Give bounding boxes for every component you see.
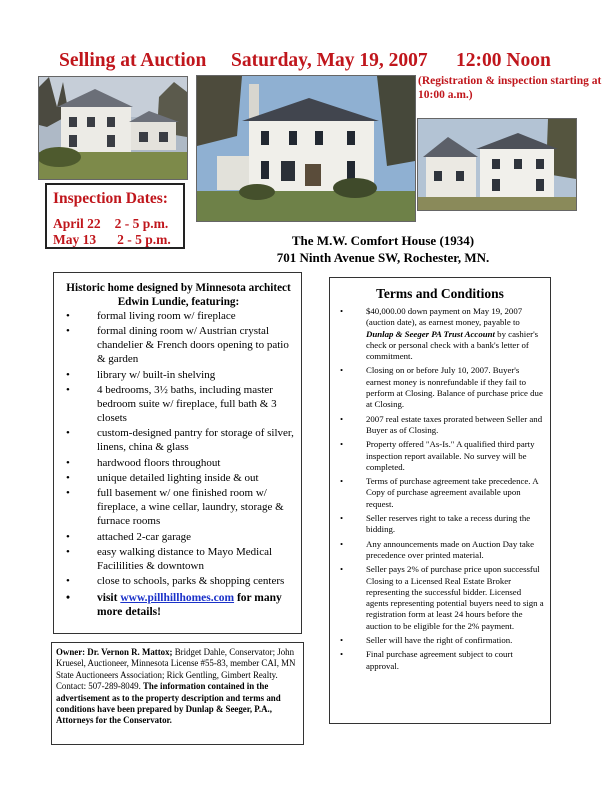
bullet: • xyxy=(66,456,70,469)
bullet: • xyxy=(340,538,344,549)
bullet: • xyxy=(340,649,344,660)
owner-contact-box xyxy=(51,642,304,745)
term-text: by cashier's check or personal check with a bank's letter of commitment. xyxy=(366,328,539,362)
bullet: • xyxy=(66,427,70,440)
term-text: Seller reserves right to take a recess during the bidding. xyxy=(366,513,531,535)
feature-item xyxy=(62,427,295,455)
term-item xyxy=(336,306,544,362)
term-item xyxy=(336,539,544,562)
house-title xyxy=(228,232,538,266)
feature-item xyxy=(62,487,295,529)
visit-prefix: visit xyxy=(97,591,118,604)
feature-item xyxy=(62,472,295,486)
feature-text: library w/ built-in shelving xyxy=(97,368,216,381)
bullet: • xyxy=(66,310,70,322)
feature-text: unique detailed lighting inside & out xyxy=(97,471,259,484)
feature-item xyxy=(62,384,295,426)
terms-list xyxy=(336,306,544,672)
bullet: • xyxy=(340,365,344,376)
term-item xyxy=(336,476,544,510)
feature-item xyxy=(62,457,295,471)
bullet: • xyxy=(340,413,344,424)
term-item xyxy=(336,414,544,437)
disclaimer: The information contained in the advertisement as to the property description and terms and conditions have been prepared by Dunlap & Seeger, P.A., Attorneys for the Conservator. xyxy=(56,681,281,726)
feature-text: attached 2-car garage xyxy=(97,530,192,543)
bullet: • xyxy=(340,564,344,575)
inspection-day: April 22 xyxy=(53,216,101,231)
feature-item xyxy=(62,310,295,324)
bullet: • xyxy=(66,384,70,397)
headline-date: Saturday, May 19, 2007 xyxy=(231,50,428,71)
term-item xyxy=(336,513,544,536)
bullet: • xyxy=(66,487,70,500)
bullet: • xyxy=(66,471,70,484)
bullet: • xyxy=(66,575,70,588)
term-text: Terms of purchase agreement take precedence. A Copy of purchase agreement available upon request. xyxy=(366,476,539,509)
terms-box xyxy=(329,277,551,724)
visit-item xyxy=(62,591,295,620)
bullet: • xyxy=(340,439,344,450)
house-name: The M.W. Comfort House (1934) xyxy=(291,233,475,248)
bullet: • xyxy=(66,325,70,338)
inspection-time: 2 - 5 p.m. xyxy=(114,216,169,231)
inspection-date-row xyxy=(53,216,177,232)
bullet: • xyxy=(340,476,344,487)
feature-text: easy walking distance to Mayo Medical Facililities & downtown xyxy=(97,546,273,572)
term-text: $40,000.00 down payment on May 19, 2007 (auction date), as earnest money, payable to xyxy=(366,306,523,328)
terms-title: Terms and Conditions xyxy=(376,286,504,301)
term-text: Seller will have the right of confirmation. xyxy=(366,635,513,646)
inspection-date-row xyxy=(53,232,177,248)
term-text: Closing on or before July 10, 2007. Buyer's earnest money is nonrefundable if they fail to perform at Closing. Balance of purchase price due at Closing. xyxy=(366,365,543,410)
feature-text: custom-designed pantry for storage of silver, linens, china & glass xyxy=(97,427,294,454)
term-text: Seller pays 2% of purchase price upon successful Closing to a Licensed Real Estate Broker representing the successful bidder. Licensed agents representing potential buyers need to sign a registration form at least 24 hours before the auction to be eligible for the 2% payment. xyxy=(366,564,544,631)
term-item xyxy=(336,564,544,632)
bullet: • xyxy=(66,530,70,543)
features-intro: Historic home designed by Minnesota architect Edwin Lundie, featuring: xyxy=(66,282,291,308)
house-address: 701 Ninth Avenue SW, Rochester, MN. xyxy=(276,250,490,265)
feature-item xyxy=(62,325,295,367)
headline-selling: Selling at Auction xyxy=(59,50,207,71)
bullet: • xyxy=(340,306,344,316)
feature-text: formal dining room w/ Austrian crystal chandelier & French doors opening to patio & garden xyxy=(97,325,289,366)
house-photo-left xyxy=(38,76,188,180)
house-photo-right xyxy=(417,118,577,211)
owner-name: Owner: Dr. Vernon R. Mattox; xyxy=(56,647,173,657)
term-text: Any announcements made on Auction Day take precedence over printed material. xyxy=(366,538,535,560)
website-link[interactable]: www.pillhillhomes.com xyxy=(120,591,235,604)
feature-item xyxy=(62,575,295,589)
feature-text: close to schools, parks & shopping centers xyxy=(97,575,285,588)
trust-account-name: Dunlap & Seeger PA Trust Account xyxy=(366,328,495,339)
inspection-title: Inspection Dates: xyxy=(53,190,168,207)
feature-text: full basement w/ one finished room w/ fireplace, a wine cellar, laundry, storage & furnace rooms xyxy=(97,487,284,528)
term-item xyxy=(336,649,544,672)
owner-details: Bridget Dahle, Conservator; John Kruesel, Auctioneer, Minnesota License #55-83, member CAI, MN State Auctioneers Association; Rick Gentling, Gimbert Realty. Contact: 507-289-8049. xyxy=(56,647,296,692)
term-text: Property offered "As-Is." A qualified third party inspection report available. No survey will be completed. xyxy=(366,439,535,472)
bullet: • xyxy=(340,513,344,524)
inspection-time: 2 - 5 p.m. xyxy=(117,232,171,247)
headline-time: 12:00 Noon xyxy=(456,50,551,71)
bullet: • xyxy=(340,635,344,646)
auction-headline xyxy=(0,50,612,76)
term-item xyxy=(336,635,544,646)
features-list xyxy=(62,310,295,620)
registration-note: (Registration & inspection starting at 10:00 a.m.) xyxy=(418,75,602,101)
bullet: • xyxy=(66,591,71,604)
feature-item xyxy=(62,369,295,383)
feature-text: 4 bedrooms, 3½ baths, including master bedroom suite w/ fireplace, full bath & 3 closets xyxy=(97,384,277,424)
term-text: 2007 real estate taxes prorated between Seller and Buyer as of Closing. xyxy=(366,413,543,435)
house-photo-center xyxy=(196,75,416,222)
bullet: • xyxy=(66,546,70,558)
feature-item xyxy=(62,546,295,574)
term-item xyxy=(336,365,544,410)
inspection-day: May 13 xyxy=(53,232,97,247)
feature-text: hardwood floors throughout xyxy=(97,456,221,469)
bullet: • xyxy=(66,368,70,381)
feature-item xyxy=(62,531,295,545)
term-item xyxy=(336,439,544,473)
term-text: Final purchase agreement subject to court approval. xyxy=(366,649,513,671)
features-box xyxy=(53,272,302,634)
feature-text: formal living room w/ fireplace xyxy=(97,310,236,322)
visit-suffix: for many more details! xyxy=(97,591,282,619)
inspection-dates-box xyxy=(45,183,185,249)
